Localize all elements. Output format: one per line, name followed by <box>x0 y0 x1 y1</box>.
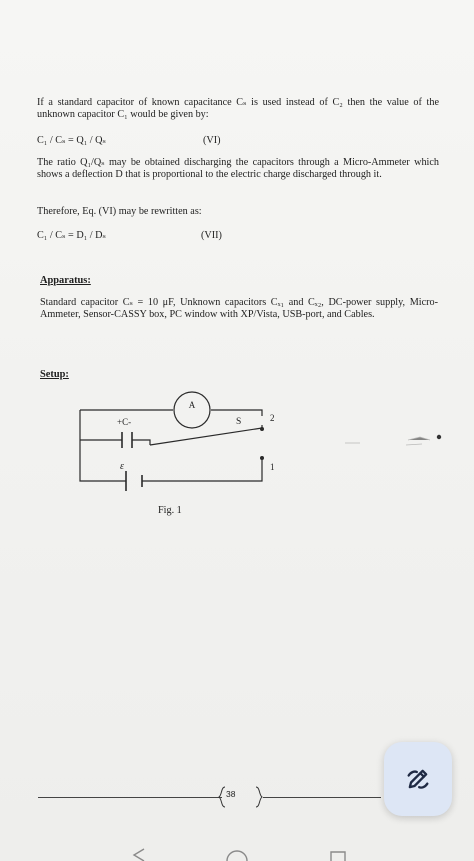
terminal-2-dot <box>260 427 264 431</box>
back-icon[interactable] <box>128 846 148 861</box>
emf-label: ε <box>120 461 124 472</box>
capacitor-label: +C- <box>117 417 132 427</box>
equation-vi: C₁ / Cₛ = Q₁ / Qₛ <box>37 135 106 146</box>
switch-blade <box>150 428 262 445</box>
faint-sketch-marks <box>345 437 430 445</box>
equation-vii: C₁ / Cₛ = D₁ / Dₛ <box>37 230 106 241</box>
intro-paragraph <box>37 97 439 120</box>
paragraph-standard-capacitor: If a standard capacitor of known capacitance Cₛ is used instead of C₂ then the value of the unknown capacitor C₁ would be given by: <box>37 97 439 120</box>
footer-rule-left <box>38 797 222 798</box>
system-nav-bar <box>0 846 474 861</box>
setup-heading: Setup: <box>40 369 69 380</box>
bottom-wire <box>142 458 262 481</box>
apparatus-list: Standard capacitor Cₛ = 10 μF, Unknown capacitors Cₓ₁ and Cₓ₂, DC-power supply, Micro-Ammeter, Sensor-CASSY box, PC window with XP/Vista, USB-port, and Cables. <box>40 297 438 320</box>
edit-pen-icon <box>404 765 432 793</box>
page-number-brace-right <box>255 786 263 808</box>
edit-fab-button[interactable] <box>384 742 452 816</box>
terminal-2-label: 2 <box>270 413 275 423</box>
page-number: 38 <box>226 789 236 799</box>
figure-caption: Fig. 1 <box>158 505 182 516</box>
terminal-1-dot <box>260 456 264 460</box>
stray-dot <box>437 435 441 439</box>
terminal-1-label: 1 <box>270 462 275 472</box>
ammeter-label: A <box>188 400 196 410</box>
footer-rule-right <box>263 797 381 798</box>
recents-icon[interactable] <box>328 846 348 861</box>
top-wire-right <box>211 410 262 416</box>
ammeter-circle <box>174 392 210 428</box>
equation-vi-number: (VI) <box>203 135 221 146</box>
home-icon[interactable] <box>224 846 250 861</box>
page-number-brace-left <box>218 786 226 808</box>
ratio-paragraph <box>37 157 439 180</box>
rewrite-line: Therefore, Eq. (VI) may be rewritten as: <box>37 206 202 217</box>
capacitor-wire <box>80 440 150 445</box>
equation-vii-number: (VII) <box>201 230 222 241</box>
circuit-diagram <box>0 385 474 515</box>
switch-label: S <box>236 417 242 427</box>
paragraph-ratio: The ratio Q₁/Qₛ may be obtained discharging the capacitors through a Micro-Ammeter which shows a deflection D that is proportional to the electric charge discharged through it. <box>37 157 439 180</box>
apparatus-section <box>40 297 438 320</box>
apparatus-heading: Apparatus: <box>40 275 91 286</box>
